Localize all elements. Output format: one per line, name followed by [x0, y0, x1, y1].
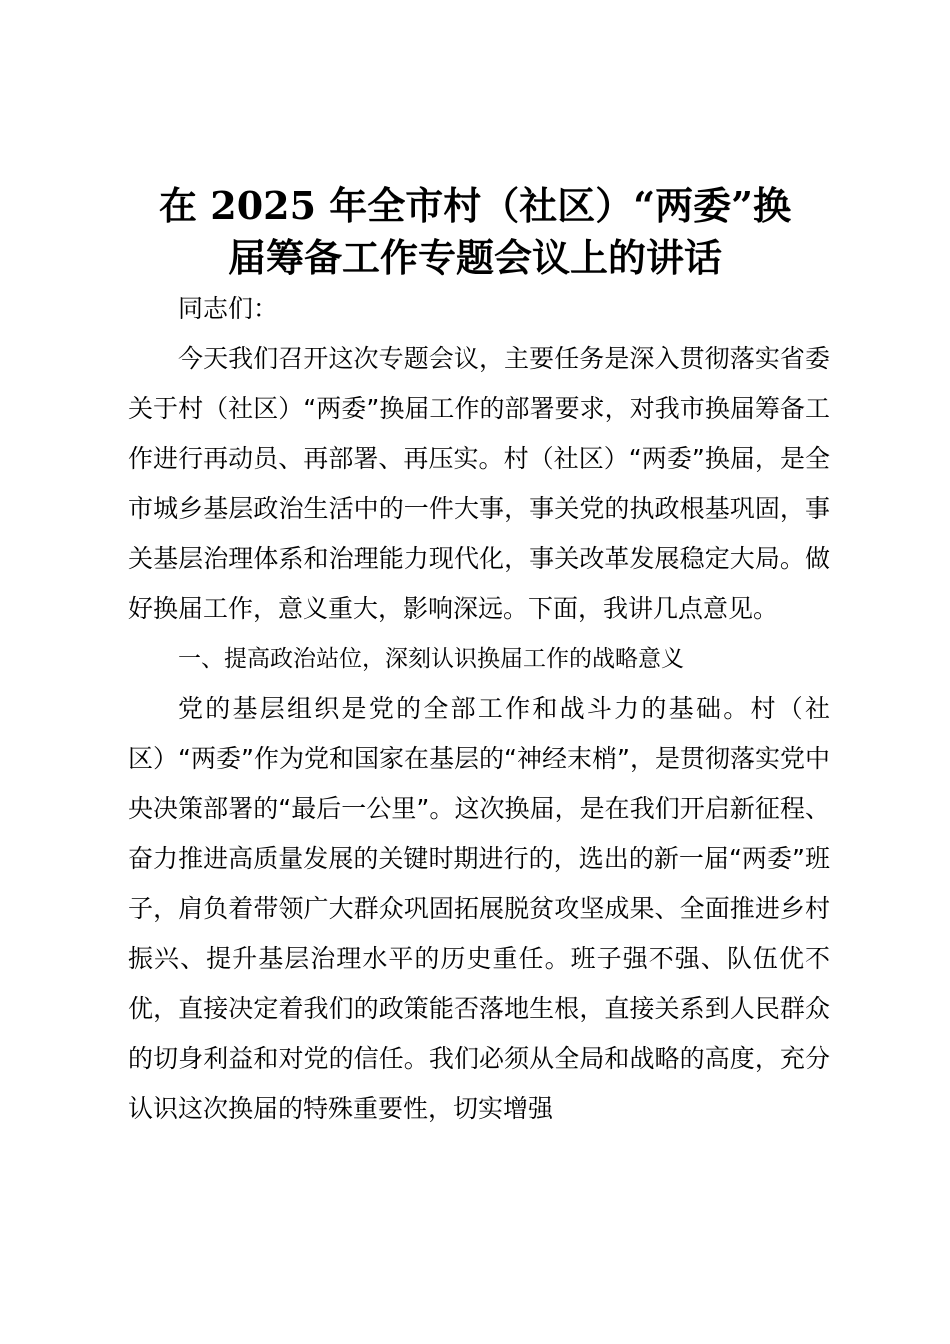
title-line-1: 在 2025 年全市村（社区）“两委”换	[159, 183, 791, 228]
title-line-2: 届筹备工作专题会议上的讲话	[227, 235, 722, 280]
section-heading-1: 一、提高政治站位，深刻认识换届工作的战略意义	[178, 646, 684, 672]
document-title	[100, 180, 850, 284]
salutation: 同志们：	[178, 294, 279, 323]
paragraph-intro: 今天我们召开这次专题会议，主要任务是深入贯彻落实省委关于村（社区）“两委”换届工作的部署要求，对我市换届筹备工作进行再动员、再部署、再压实。村（社区）“两委”换届，是全市城乡基层政治生活中的一件大事，事关党的执政根基巩固，事关基层治理体系和治理能力现代化，事关改革发展稳定大局。做好换届工作，意义重大，影响深远。下面，我讲几点意见。	[128, 344, 830, 623]
paragraph-section-1: 党的基层组织是党的全部工作和战斗力的基础。村（社区）“两委”作为党和国家在基层的“神经末梢”，是贯彻落实党中央决策部署的“最后一公里”。这次换届，是在我们开启新征程、奋力推进高质量发展的关键时期进行的，选出的新一届“两委”班子，肩负着带领广大群众巩固拓展脱贫攻坚成果、全面推进乡村振兴、提升基层治理水平的历史重任。班子强不强、队伍优不优，直接决定着我们的政策能否落地生根，直接关系到人民群众的切身利益和对党的信任。我们必须从全局和战略的高度，充分认识这次换届的特殊重要性，切实增强	[128, 694, 830, 1123]
document-body	[128, 284, 830, 1134]
